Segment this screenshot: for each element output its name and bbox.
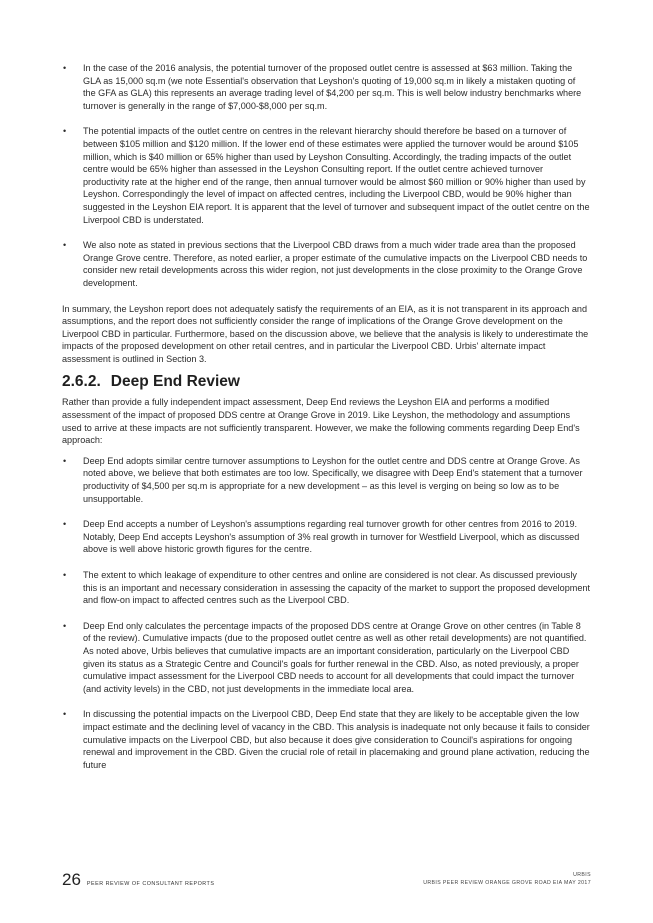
list-item: [62, 708, 590, 771]
section-title: Deep End Review: [110, 373, 240, 391]
bullet-text: We also note as stated in previous sections that the Liverpool CBD draws from a much wider trade area than the proposed Orange Grove centre. Therefore, as noted earlier, a proper estimate of the cumulative impacts on the Liverpool CBD needs to consider new retail developments across this wider region, not just developments in the close proximity to the Orange Grove development.: [83, 240, 588, 288]
bullet-text: The extent to which leakage of expenditure to other centres and online are considered is not clear. As discussed previously this is an important and necessary consideration in assessing the capacity of the market to support the proposed development and flow-on impact to affected centres such as the Liverpool CBD.: [83, 570, 591, 606]
bullet-dot-icon: •: [63, 126, 67, 137]
section-heading: [62, 373, 590, 391]
summary-paragraph: In summary, the Leyshon report does not adequately satisfy the requirements of an EIA, as it is not transparent in its approach and assumptions, and the report does not sufficiently consider the range of implications of the Orange Grove development on the Liverpool CBD in particular. Furthermore, based on the discussion above, we believe that the analysis is likely to underestimate the impacts of the proposed development on other retail centres, and in particular the Liverpool CBD. Urbis' alternate impact assessment is outlined in Section 3.: [62, 303, 589, 364]
bullet-text: Deep End only calculates the percentage impacts of the proposed DDS centre at Orange Grove on other centres (in Table 8 of the review). Cumulative impacts (due to the proposed outlet centre as well as other retail developments) are not quantified. As noted above, Urbis believes that cumulative impacts are an important consideration, particularly on the Liverpool CBD given its status as a Strategic Centre and Council's goals for further renewal in the CBD. Also, as noted previously, a proper cumulative impact assessment for the Liverpool CBD needs to account for all developments that could impact the turnover (and activity levels) in the CBD, not just developments in the immediate local area.: [83, 620, 587, 694]
bullet-text: In the case of the 2016 analysis, the potential turnover of the proposed outlet centre is assessed at $63 million. Taking the GLA as 15,000 sq.m (we note Essential's observation that Leyshon's quoting of 19,000 sq.m in likely a mistaken quoting of the GFA as GLA) this represents an average trading level of $4,200 per sq.m. This is well below industry benchmarks where turnover is generally in the range of $7,000-$8,000 per sq.m.: [83, 63, 582, 111]
footer-right: [423, 871, 591, 887]
list-item: [62, 455, 590, 505]
page-number: 26: [62, 870, 81, 889]
bullet-dot-icon: •: [63, 570, 67, 580]
list-item: [62, 239, 590, 289]
list-item: [62, 569, 590, 607]
bullet-text: The potential impacts of the outlet centre on centres in the relevant hierarchy should therefore be based on a turnover of between $105 million and $120 million. If the lower end of these estimates were applied the turnover would be around $105 million, which is $40 million or 65% higher than used by Leyshon Consulting. Accordingly, the trading impacts of the outlet centre would be 65% higher than assessed in the Leyshon Consulting report. If the outlet centre achieved turnover productivity rate at the higher end of the range, then annual turnover would be almost $60 million or 90% higher than used by Leyshon. Correspondingly the level of impact on affected centres, including the Liverpool CBD, would be 90% higher than suggested in the Leyshon EIA report. It is apparent that the level of turnover and subsequent impact of the outlet centre on the Liverpool CBD is understated.: [83, 126, 590, 225]
bullet-text: Deep End adopts similar centre turnover assumptions to Leyshon for the outlet centre and DDS centre at Orange Grove. As noted above, we believe that both estimates are too low. Specifically, we disagree with Deep End's statement that a turnover productivity of $4,500 per sq.m is appropriate for a new development – as this level is verging on being so low as to be unsupportable.: [83, 455, 583, 504]
list-item: [62, 125, 590, 226]
bullet-dot-icon: •: [63, 240, 67, 251]
bullet-text: Deep End accepts a number of Leyshon's assumptions regarding real turnover growth for other centres from 2016 to 2019. Notably, Deep End accepts Leyshon's assumption of 3% real growth in turnover for Westfield Liverpool, which as discussed above is well above historic growth figures for the centre.: [83, 519, 580, 555]
bullet-dot-icon: •: [63, 455, 67, 466]
section-number: 2.6.2.: [62, 373, 101, 391]
bullet-text: In discussing the potential impacts on the Liverpool CBD, Deep End state that they are likely to be acceptable given the low impact estimate and the declining level of vacancy in the CBD. This analysis is inadequate not only because it fails to consider cumulative impacts on the Liverpool CBD, but also because it does give consideration to Council's aspirations for ongoing renewal and improvement in the CBD. Given the crucial role of retail in placemaking and ground plane activation, reducing the future: [83, 709, 590, 770]
list-item: [62, 62, 590, 112]
bullet-list-top: [62, 62, 590, 290]
page-content: [62, 62, 590, 784]
list-item: [62, 620, 590, 696]
bullet-dot-icon: •: [63, 63, 67, 73]
bullet-dot-icon: •: [63, 709, 67, 720]
bullet-dot-icon: •: [63, 620, 67, 631]
list-item: [62, 518, 590, 556]
section-intro: Rather than provide a fully independent impact assessment, Deep End reviews the Leyshon EIA and performs a modified assessment of the impact of proposed DDS centre at Orange Grove in 2019. Like Leyshon, the methodology and assumptions used to arrive at these impacts are not sufficiently transparent. However, we make the following comments regarding Deep End's approach:: [62, 397, 580, 446]
bullet-dot-icon: •: [63, 519, 67, 530]
footer-section-title: PEER REVIEW OF CONSULTANT REPORTS: [86, 881, 215, 887]
footer-document-title: URBIS PEER REVIEW ORANGE GROVE ROAD EIA MAY 2017: [423, 880, 591, 886]
footer-brand: URBIS: [573, 872, 591, 878]
bullet-list-bottom: [62, 455, 590, 771]
footer-left: [62, 870, 214, 890]
